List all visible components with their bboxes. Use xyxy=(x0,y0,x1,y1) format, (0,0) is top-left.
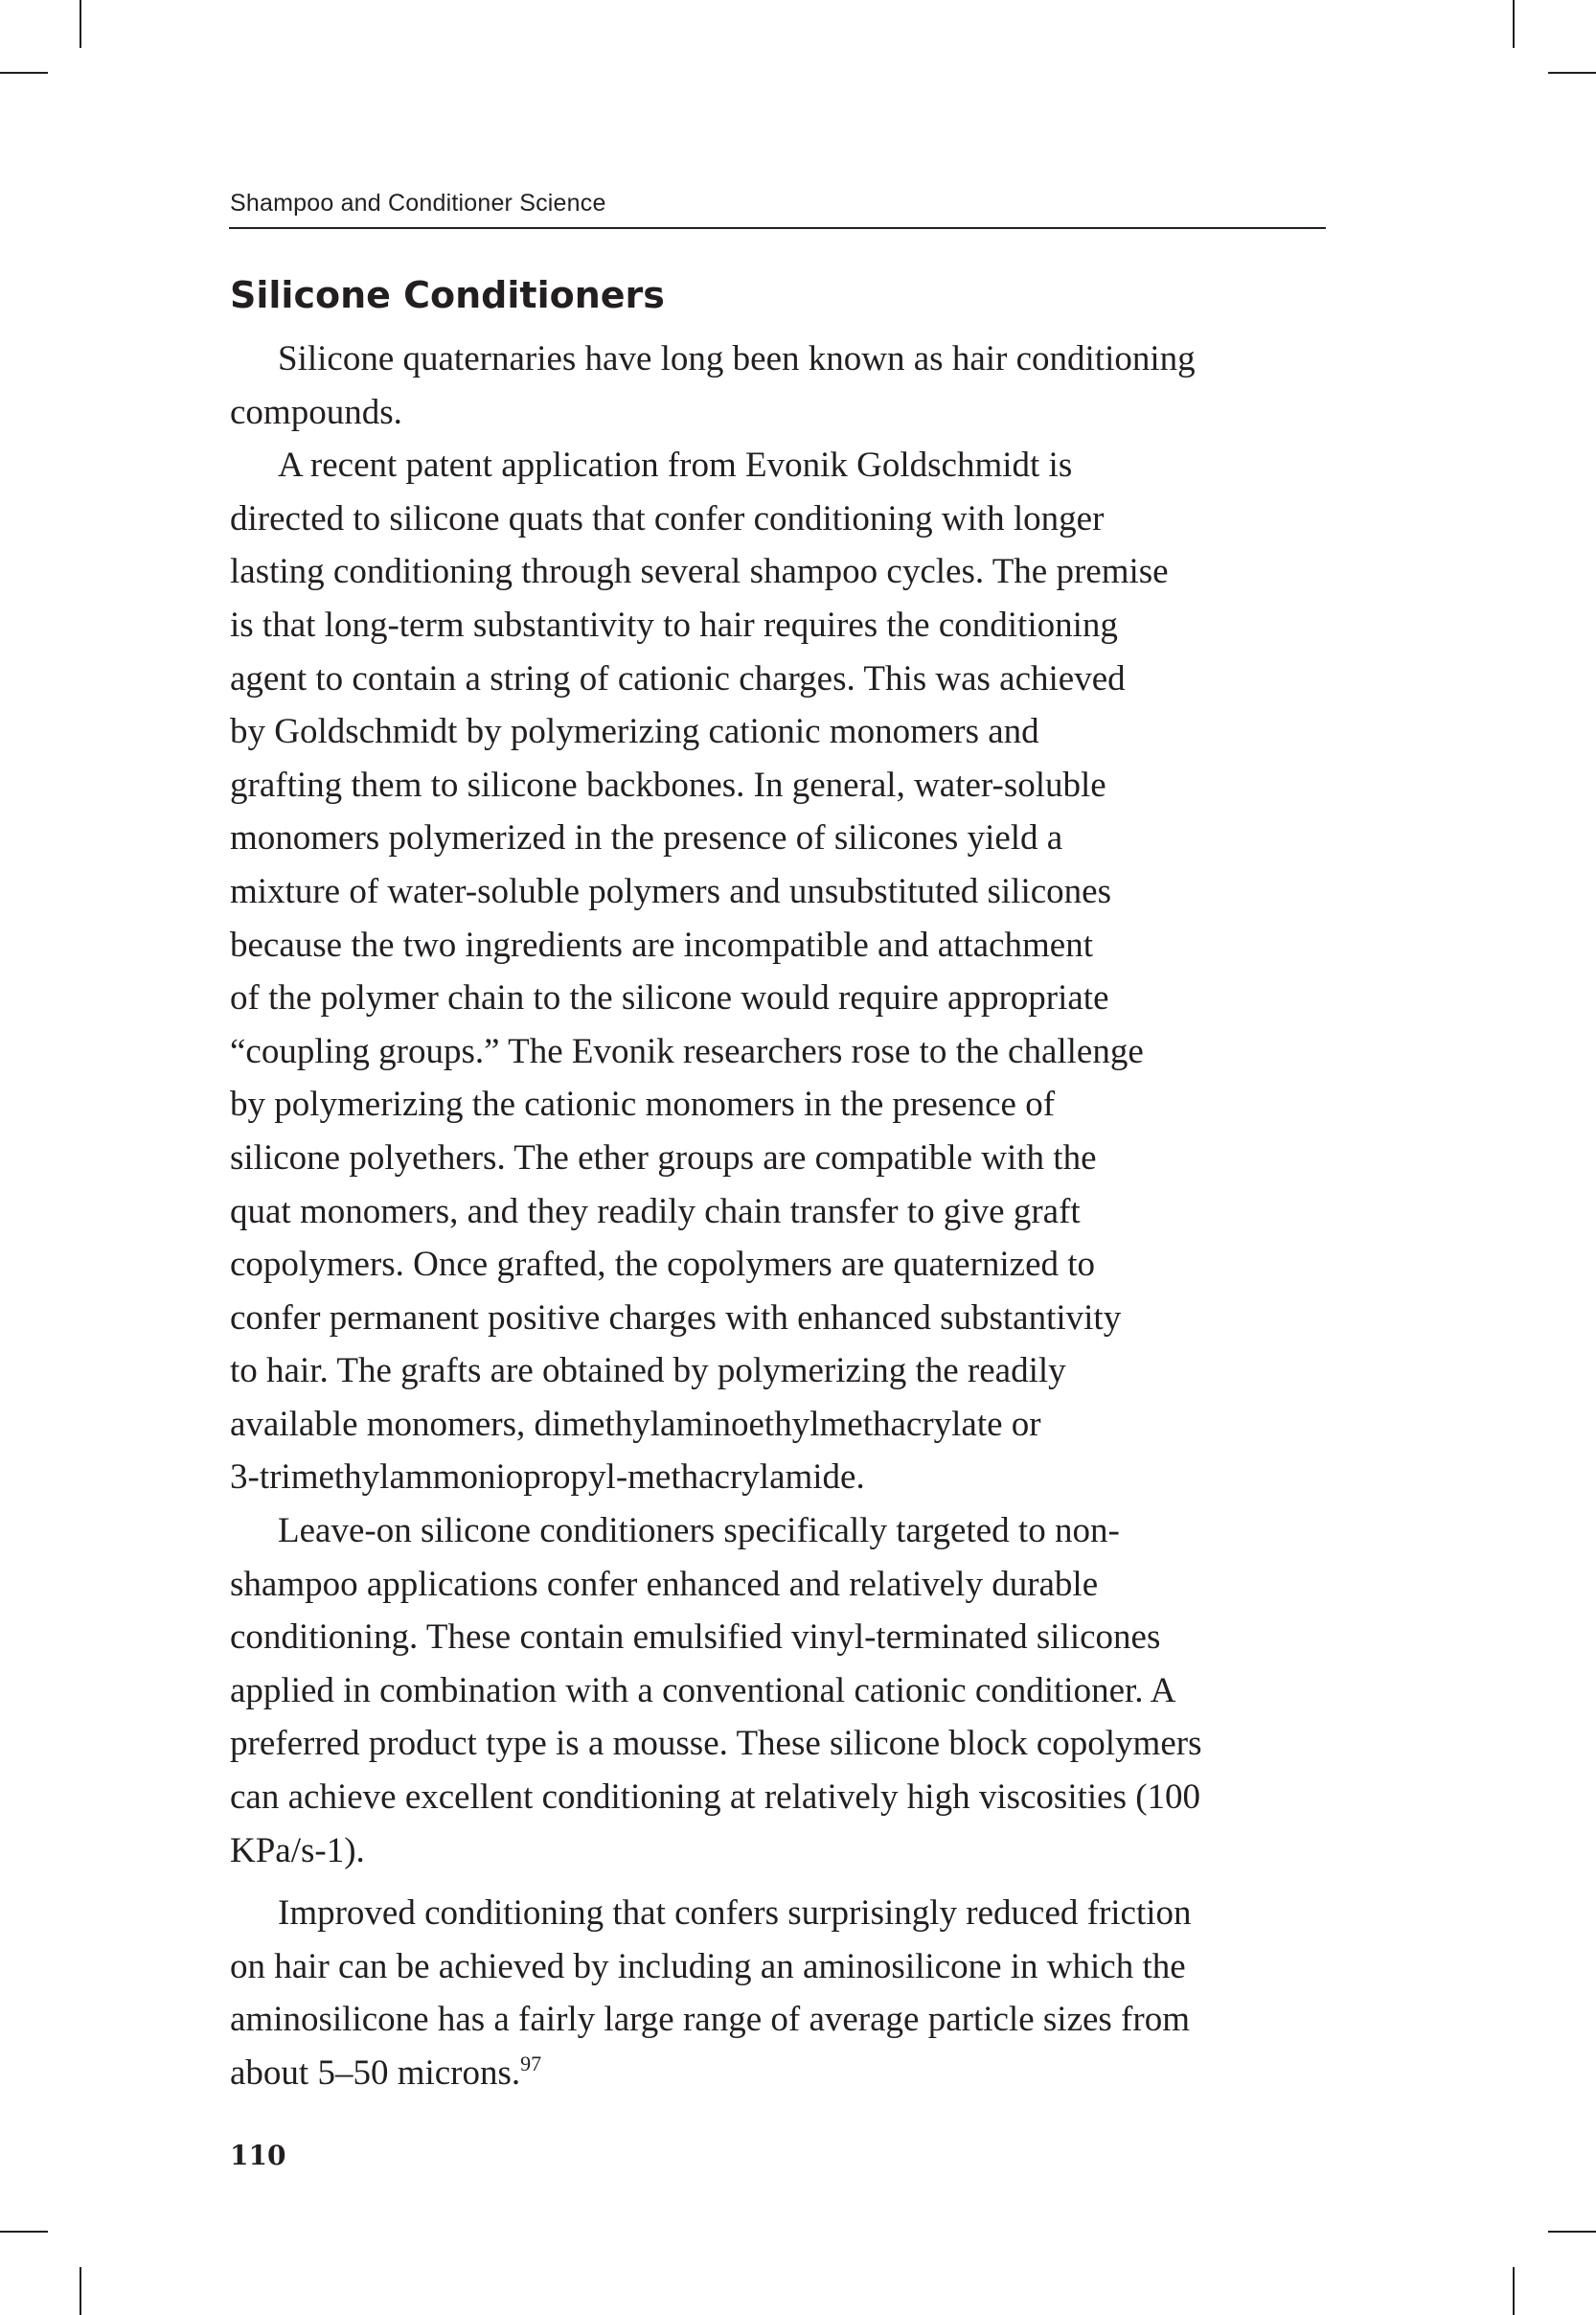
text-line: KPa/s-1). xyxy=(230,1830,365,1870)
text-line: grafting them to silicone backbones. In general, water-soluble xyxy=(230,765,1106,805)
page-number: 110 xyxy=(230,2140,286,2171)
text-line: agent to contain a string of cationic charges. This was achieved xyxy=(230,658,1126,699)
text-line: of the polymer chain to the silicone would require appropriate xyxy=(230,978,1109,1019)
text-line: Leave-on silicone conditioners specifically targeted to non- xyxy=(278,1511,1120,1551)
crop-mark xyxy=(1513,2267,1515,2315)
text-line: on hair can be achieved by including an aminosilicone in which the xyxy=(230,1946,1186,1986)
paragraph xyxy=(230,1887,1360,2099)
text-line: silicone polyethers. The ether groups are compatible with the xyxy=(230,1137,1097,1178)
crop-mark xyxy=(0,72,48,74)
text-line: about 5–50 microns. xyxy=(230,2053,521,2093)
text-line: because the two ingredients are incompatible and attachment xyxy=(230,925,1094,965)
text-line: by Goldschmidt by polymerizing cationic monomers and xyxy=(230,712,1039,752)
crop-mark xyxy=(1548,72,1596,74)
text-line: Improved conditioning that confers surprisingly reduced friction xyxy=(278,1893,1192,1934)
body-text xyxy=(230,332,1360,2100)
text-line: aminosilicone has a fairly large range of average particle sizes from xyxy=(230,2000,1190,2040)
text-line: conditioning. These contain emulsified vinyl-terminated silicones xyxy=(230,1617,1161,1658)
text-line: applied in combination with a conventional cationic conditioner. A xyxy=(230,1670,1176,1710)
text-line: preferred product type is a mousse. These silicone block copolymers xyxy=(230,1724,1202,1764)
crop-mark xyxy=(80,2267,81,2315)
text-line: lasting conditioning through several shampoo cycles. The premise xyxy=(230,552,1169,592)
text-line: 3-trimethylammoniopropyl-methacrylamide. xyxy=(230,1457,865,1498)
text-line: to hair. The grafts are obtained by polymerizing the readily xyxy=(230,1351,1066,1391)
text-line: copolymers. Once grafted, the copolymers are quaternized to xyxy=(230,1245,1096,1285)
text-line: A recent patent application from Evonik Goldschmidt is xyxy=(278,446,1073,486)
text-line: Silicone quaternaries have long been known as hair conditioning xyxy=(278,339,1196,378)
text-line: “coupling groups.” The Evonik researchers rose to the challenge xyxy=(230,1031,1144,1071)
text-line: by polymerizing the cationic monomers in the presence of xyxy=(230,1085,1056,1125)
text-line: shampoo applications confer enhanced and relatively durable xyxy=(230,1564,1099,1604)
text-line: can achieve excellent conditioning at relatively high viscosities (100 xyxy=(230,1777,1201,1818)
running-head: Shampoo and Conditioner Science xyxy=(230,190,606,217)
crop-mark xyxy=(1548,2231,1596,2233)
text-line: confer permanent positive charges with enhanced substantivity xyxy=(230,1297,1122,1338)
text-line: compounds. xyxy=(230,392,402,432)
text-line: available monomers, dimethylaminoethylmethacrylate or xyxy=(230,1404,1041,1444)
crop-mark xyxy=(80,0,81,48)
text-line: quat monomers, and they readily chain transfer to give graft xyxy=(230,1191,1081,1231)
header-rule xyxy=(229,227,1326,229)
crop-mark xyxy=(1513,0,1515,48)
paragraph xyxy=(230,1504,1360,1877)
crop-mark xyxy=(0,2231,48,2233)
text-line: mixture of water-soluble polymers and unsubstituted silicones xyxy=(230,871,1111,911)
last-line xyxy=(230,2047,1360,2100)
section-title: Silicone Conditioners xyxy=(230,274,665,316)
text-line: monomers polymerized in the presence of silicones yield a xyxy=(230,818,1063,859)
paragraph xyxy=(230,332,1360,439)
paragraph xyxy=(230,439,1360,1504)
footnote-ref: 97 xyxy=(520,2051,542,2075)
text-line: directed to silicone quats that confer conditioning with longer xyxy=(230,498,1105,539)
text-line: is that long-term substantivity to hair requires the conditioning xyxy=(230,605,1118,645)
